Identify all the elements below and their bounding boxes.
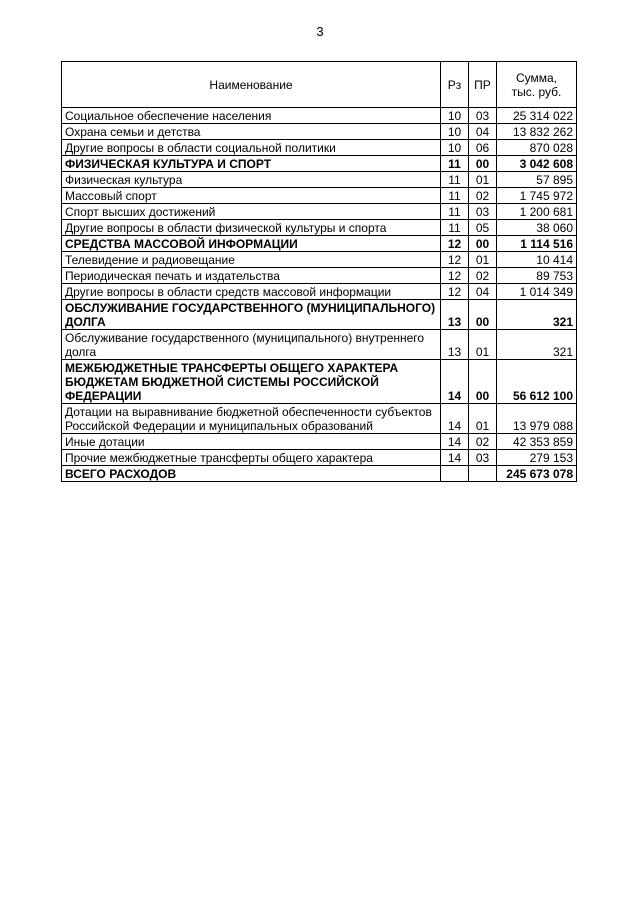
- cell-name: ОБСЛУЖИВАНИЕ ГОСУДАРСТВЕННОГО (МУНИЦИПАЛЬНОГО) ДОЛГА: [62, 300, 441, 330]
- table-row: [62, 204, 577, 220]
- cell-rz: 14: [441, 360, 469, 404]
- table-row: [62, 124, 577, 140]
- cell-pr: 03: [469, 108, 497, 124]
- cell-name: Периодическая печать и издательства: [62, 268, 441, 284]
- cell-sum: 3 042 608: [497, 156, 577, 172]
- cell-sum: 56 612 100: [497, 360, 577, 404]
- cell-pr: 05: [469, 220, 497, 236]
- table-row: [62, 284, 577, 300]
- cell-name: Обслуживание государственного (муниципального) внутреннего долга: [62, 330, 441, 360]
- cell-pr: 03: [469, 204, 497, 220]
- cell-name: Физическая культура: [62, 172, 441, 188]
- table-row: [62, 252, 577, 268]
- cell-sum: 13 832 262: [497, 124, 577, 140]
- cell-name: Другие вопросы в области социальной политики: [62, 140, 441, 156]
- cell-sum: 1 014 349: [497, 284, 577, 300]
- cell-rz: 10: [441, 140, 469, 156]
- cell-sum: 89 753: [497, 268, 577, 284]
- table-row: [62, 450, 577, 466]
- cell-pr: 01: [469, 172, 497, 188]
- cell-pr: 02: [469, 434, 497, 450]
- cell-name: Иные дотации: [62, 434, 441, 450]
- cell-sum: 1 745 972: [497, 188, 577, 204]
- cell-pr: 06: [469, 140, 497, 156]
- cell-rz: 11: [441, 172, 469, 188]
- table-row: [62, 108, 577, 124]
- cell-rz: [441, 466, 469, 482]
- cell-name: Прочие межбюджетные трансферты общего характера: [62, 450, 441, 466]
- cell-pr: 04: [469, 284, 497, 300]
- cell-name: Массовый спорт: [62, 188, 441, 204]
- cell-pr: 03: [469, 450, 497, 466]
- cell-sum: 1 200 681: [497, 204, 577, 220]
- table-row: [62, 156, 577, 172]
- cell-rz: 13: [441, 300, 469, 330]
- table-row: [62, 140, 577, 156]
- cell-rz: 12: [441, 284, 469, 300]
- cell-pr: 02: [469, 268, 497, 284]
- cell-sum: 321: [497, 330, 577, 360]
- cell-rz: 10: [441, 124, 469, 140]
- cell-rz: 11: [441, 156, 469, 172]
- table-row: [62, 188, 577, 204]
- cell-name: Телевидение и радиовещание: [62, 252, 441, 268]
- table-row: [62, 434, 577, 450]
- cell-sum: 321: [497, 300, 577, 330]
- cell-sum: 279 153: [497, 450, 577, 466]
- cell-name: ФИЗИЧЕСКАЯ КУЛЬТУРА И СПОРТ: [62, 156, 441, 172]
- header-pr: ПР: [469, 62, 497, 108]
- cell-name: ВСЕГО РАСХОДОВ: [62, 466, 441, 482]
- cell-rz: 10: [441, 108, 469, 124]
- cell-rz: 13: [441, 330, 469, 360]
- cell-pr: [469, 466, 497, 482]
- cell-sum: 42 353 859: [497, 434, 577, 450]
- cell-pr: 04: [469, 124, 497, 140]
- table-row: [62, 236, 577, 252]
- cell-pr: 01: [469, 252, 497, 268]
- cell-name: МЕЖБЮДЖЕТНЫЕ ТРАНСФЕРТЫ ОБЩЕГО ХАРАКТЕРА БЮДЖЕТАМ БЮДЖЕТНОЙ СИСТЕМЫ РОССИЙСКОЙ ФЕДЕРАЦИИ: [62, 360, 441, 404]
- table-body: [62, 108, 577, 482]
- cell-rz: 12: [441, 236, 469, 252]
- cell-name: СРЕДСТВА МАССОВОЙ ИНФОРМАЦИИ: [62, 236, 441, 252]
- table-row: [62, 268, 577, 284]
- cell-rz: 12: [441, 252, 469, 268]
- table-header-row: [62, 62, 577, 108]
- cell-sum: 1 114 516: [497, 236, 577, 252]
- table-row: [62, 360, 577, 404]
- page-number: 3: [316, 24, 324, 39]
- table-row: [62, 466, 577, 482]
- cell-sum: 13 979 088: [497, 404, 577, 434]
- table-row: [62, 300, 577, 330]
- cell-sum: 57 895: [497, 172, 577, 188]
- table-row: [62, 172, 577, 188]
- cell-name: Спорт высших достижений: [62, 204, 441, 220]
- cell-pr: 00: [469, 300, 497, 330]
- header-sum: Сумма, тыс. руб.: [497, 62, 577, 108]
- cell-name: Социальное обеспечение населения: [62, 108, 441, 124]
- header-name: Наименование: [62, 62, 441, 108]
- cell-pr: 00: [469, 236, 497, 252]
- cell-name: Дотации на выравнивание бюджетной обеспеченности субъектов Российской Федерации и муниципальных образований: [62, 404, 441, 434]
- cell-sum: 870 028: [497, 140, 577, 156]
- cell-name: Другие вопросы в области средств массовой информации: [62, 284, 441, 300]
- cell-pr: 00: [469, 156, 497, 172]
- cell-rz: 11: [441, 188, 469, 204]
- header-rz: Рз: [441, 62, 469, 108]
- cell-pr: 00: [469, 360, 497, 404]
- cell-pr: 01: [469, 330, 497, 360]
- cell-rz: 12: [441, 268, 469, 284]
- table-row: [62, 404, 577, 434]
- cell-name: Другие вопросы в области физической культуры и спорта: [62, 220, 441, 236]
- cell-sum: 38 060: [497, 220, 577, 236]
- cell-sum: 25 314 022: [497, 108, 577, 124]
- cell-name: Охрана семьи и детства: [62, 124, 441, 140]
- cell-rz: 11: [441, 220, 469, 236]
- cell-rz: 14: [441, 434, 469, 450]
- cell-sum: 245 673 078: [497, 466, 577, 482]
- cell-sum: 10 414: [497, 252, 577, 268]
- table-row: [62, 330, 577, 360]
- cell-pr: 02: [469, 188, 497, 204]
- table-row: [62, 220, 577, 236]
- cell-rz: 14: [441, 450, 469, 466]
- cell-rz: 11: [441, 204, 469, 220]
- budget-table: [61, 61, 577, 482]
- cell-rz: 14: [441, 404, 469, 434]
- cell-pr: 01: [469, 404, 497, 434]
